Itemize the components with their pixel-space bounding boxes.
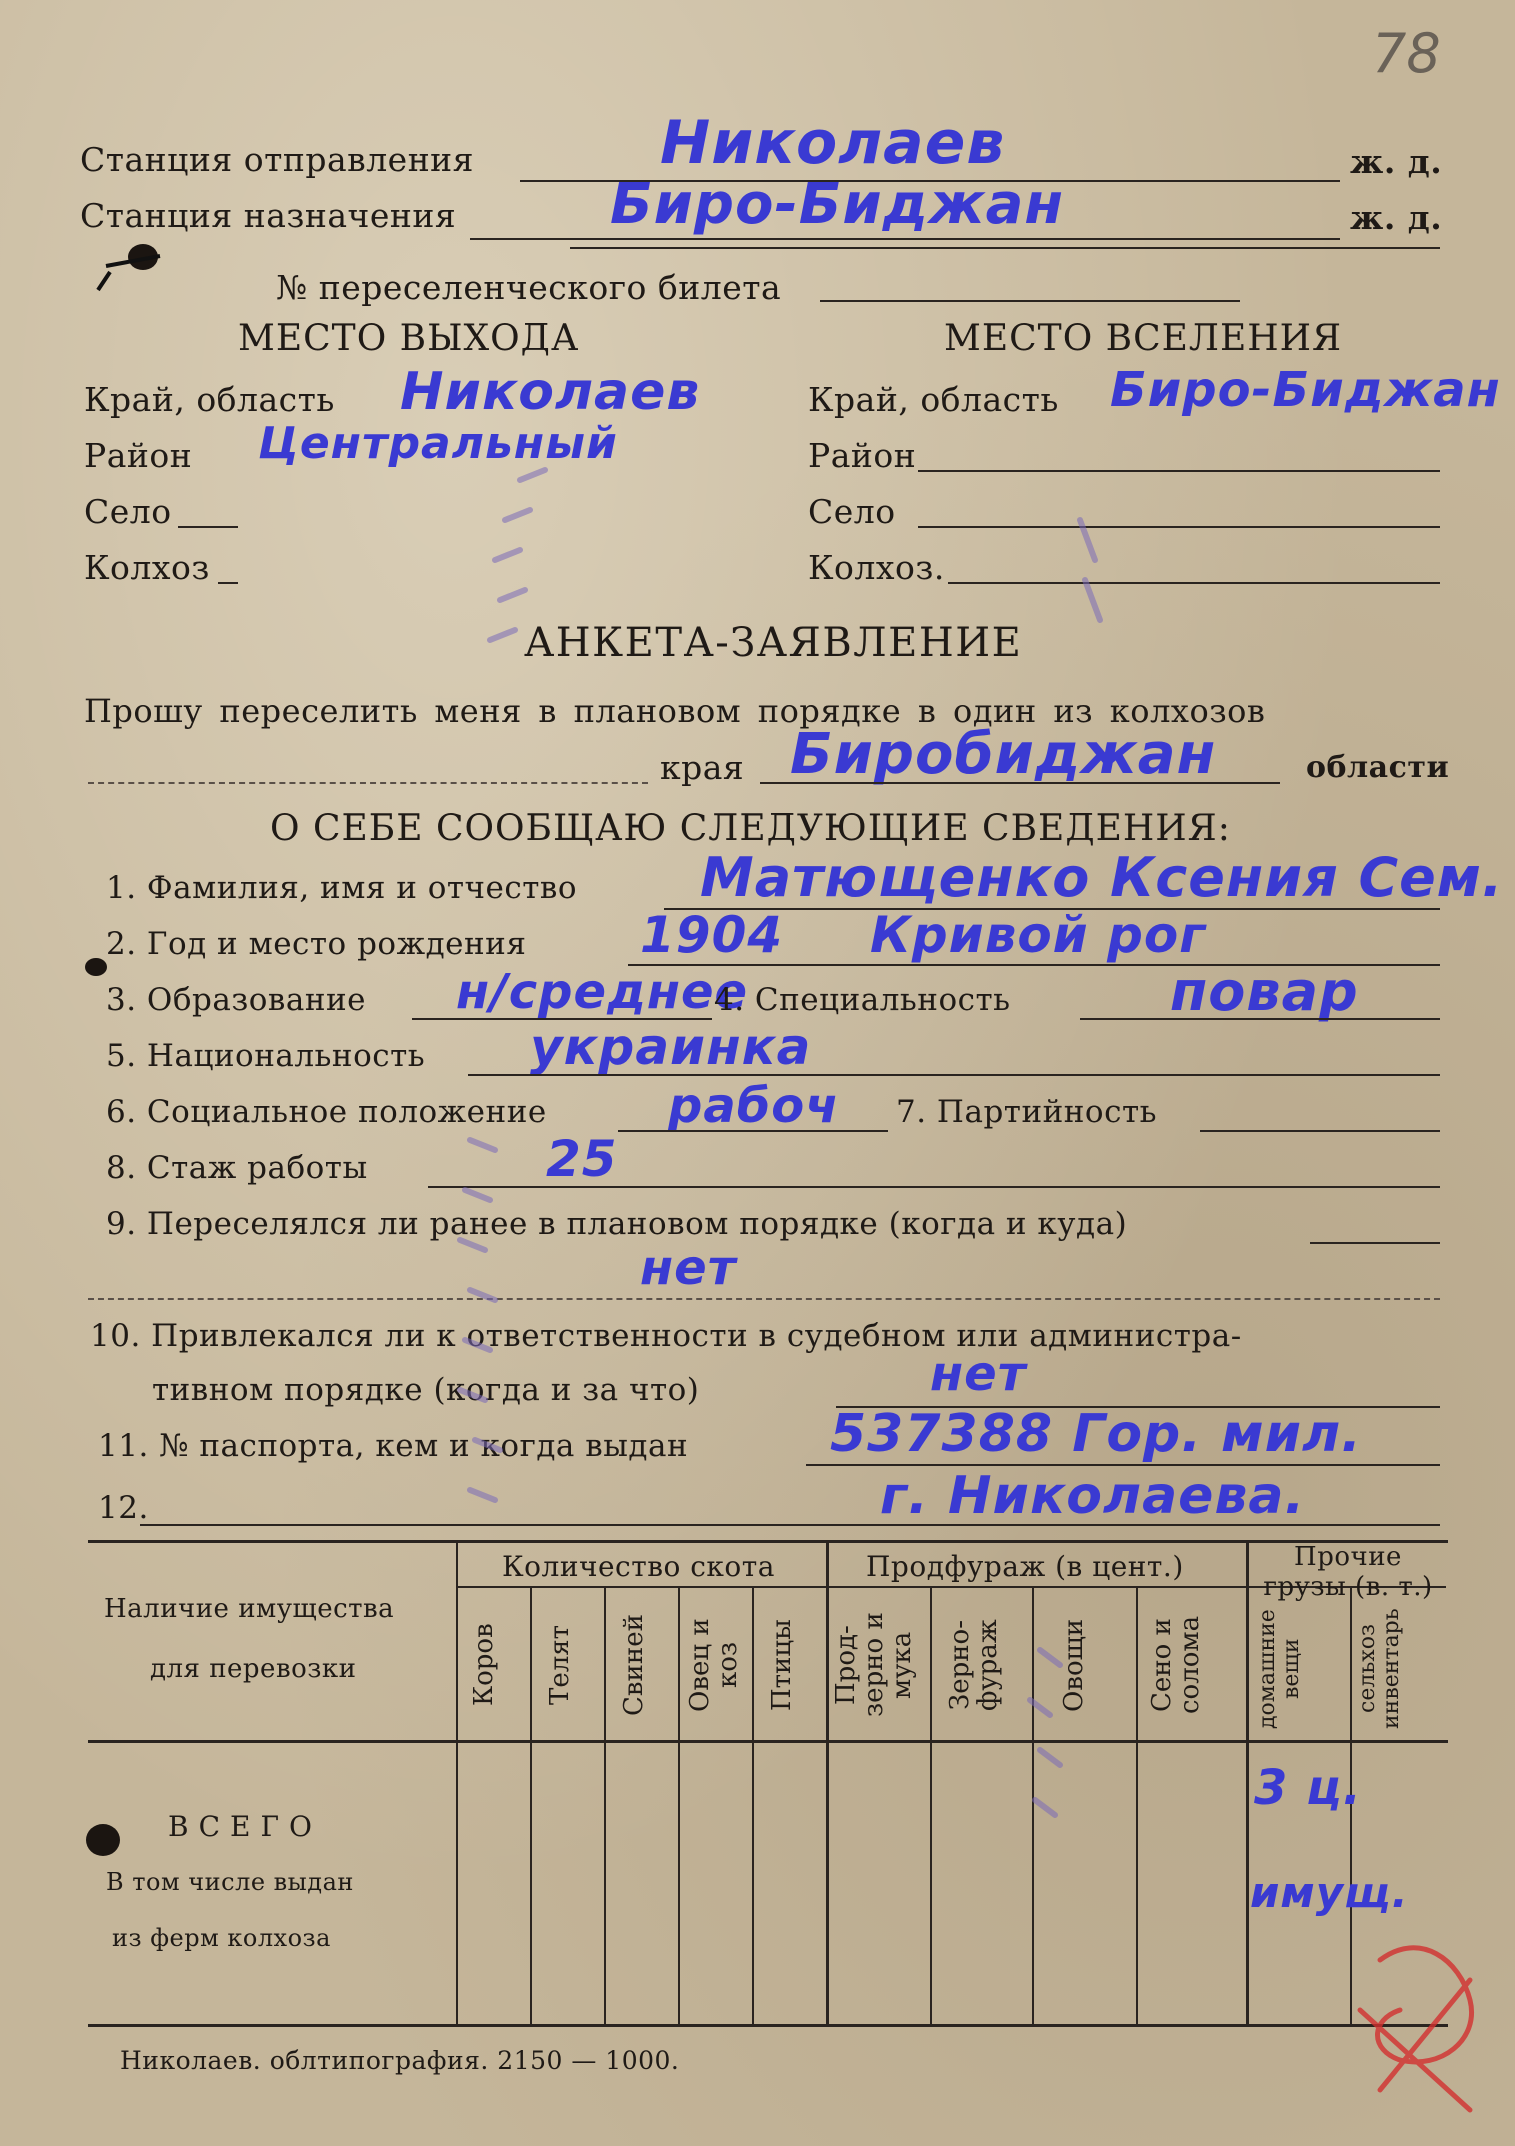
origin-district-value: Центральный <box>258 418 618 469</box>
field-4-label: 4. Специальность <box>714 982 1011 1018</box>
household-value-2: имущ. <box>1250 1868 1409 1917</box>
field-7-label: 7. Партийность <box>896 1094 1157 1130</box>
origin-kolkhoz-label: Колхоз <box>84 548 210 587</box>
group-feed: Продфураж (в цент.) <box>866 1550 1184 1583</box>
col-pigs: Свиней <box>619 1614 649 1716</box>
household-value-1: 3 ц. <box>1254 1760 1362 1816</box>
col-hay: Сено и солома <box>1147 1615 1205 1715</box>
info-heading: О СЕБЕ СООБЩАЮ СЛЕДУЮЩИЕ СВЕДЕНИЯ: <box>270 808 1231 849</box>
settlement-district-label: Район <box>808 436 917 475</box>
field-1-value: Матющенко Ксения Сем. <box>700 846 1504 909</box>
krai-value: Биробиджан <box>790 722 1217 787</box>
origin-heading: МЕСТО ВЫХОДА <box>238 318 580 359</box>
origin-region-value: Николаев <box>400 362 701 422</box>
rail-suffix-2: ж. д. <box>1350 198 1443 237</box>
field-3-value: н/среднее <box>456 964 749 1020</box>
from-farms-line-2: из ферм колхоза <box>112 1924 331 1952</box>
col-calves: Телят <box>545 1624 575 1706</box>
field-6-value: рабоч <box>668 1078 840 1134</box>
field-10-label-1: 10. Привлекался ли к ответственности в судебном или администра- <box>90 1318 1242 1354</box>
field-5-value: украинка <box>530 1018 812 1076</box>
departure-value: Николаев <box>660 108 1006 178</box>
field-8-value: 25 <box>546 1130 618 1188</box>
printer-imprint: Николаев. облтипография. 2150 — 1000. <box>120 2046 680 2075</box>
request-line: Прошу переселить меня в плановом порядке в один из колхозов <box>84 692 1266 730</box>
field-12-label: 12. <box>98 1490 149 1526</box>
settlement-kolkhoz-label: Колхоз. <box>808 548 945 587</box>
field-10-label-2: тивном порядке (когда и за что) <box>152 1372 700 1408</box>
krai-label: края <box>660 748 745 787</box>
row-header-line-2: для перевозки <box>150 1654 357 1684</box>
settlement-heading: МЕСТО ВСЕЛЕНИЯ <box>944 318 1343 359</box>
col-grain: Прод-зерно и мука <box>831 1612 917 1718</box>
field-2-place: Кривой рог <box>870 906 1207 964</box>
rail-suffix-1: ж. д. <box>1350 142 1443 181</box>
col-birds: Птицы <box>767 1619 797 1711</box>
total-label: ВСЕГО <box>168 1810 322 1843</box>
settlement-village-label: Село <box>808 492 896 531</box>
col-farm-inventory: сельхоз инвентарь <box>1355 1608 1404 1730</box>
group-livestock: Количество скота <box>502 1550 775 1583</box>
settlement-region-label: Край, область <box>808 380 1059 419</box>
field-8-label: 8. Стаж работы <box>106 1150 368 1186</box>
field-1-label: 1. Фамилия, имя и отчество <box>106 870 578 906</box>
col-forage: Зерно-фураж <box>945 1619 1003 1711</box>
group-other: Прочие грузы (в. т.) <box>1263 1542 1433 1602</box>
field-2-label: 2. Год и место рождения <box>106 926 527 962</box>
departure-label: Станция отправления <box>80 140 474 179</box>
field-11-label: 11. № паспорта, кем и когда выдан <box>98 1428 689 1464</box>
field-6-label: 6. Социальное положение <box>106 1094 547 1130</box>
col-sheep: Овец и коз <box>685 1618 743 1712</box>
ticket-label: № переселенческого билета <box>276 268 782 307</box>
field-10-value: нет <box>930 1346 1027 1402</box>
origin-region-label: Край, область <box>84 380 335 419</box>
settlement-region-value: Биро-Биджан <box>1110 362 1501 418</box>
col-cows: Коров <box>469 1623 499 1707</box>
destination-value: Биро-Биджан <box>610 172 1065 237</box>
col-vegetables: Овощи <box>1059 1618 1089 1712</box>
field-5-label: 5. Национальность <box>106 1038 426 1074</box>
destination-label: Станция назначения <box>80 196 457 235</box>
field-9-value: нет <box>640 1240 737 1296</box>
from-farms-line-1: В том числе выдан <box>106 1868 354 1896</box>
origin-district-label: Район <box>84 436 193 475</box>
field-12-value: г. Николаева. <box>880 1466 1306 1526</box>
field-9-label: 9. Переселялся ли ранее в плановом порядке (когда и куда) <box>106 1206 1128 1242</box>
page-number: 78 <box>1372 22 1441 85</box>
origin-village-label: Село <box>84 492 172 531</box>
field-4-value: повар <box>1170 960 1359 1023</box>
oblast-label: области <box>1306 750 1450 785</box>
field-3-label: 3. Образование <box>106 982 367 1018</box>
col-household: домашние вещи <box>1255 1609 1304 1729</box>
field-2-year: 1904 <box>640 906 784 964</box>
field-11-value: 537388 Гор. мил. <box>830 1404 1362 1464</box>
form-title: АНКЕТА-ЗАЯВЛЕНИЕ <box>524 620 1023 666</box>
row-header-line-1: Наличие имущества <box>104 1594 395 1624</box>
